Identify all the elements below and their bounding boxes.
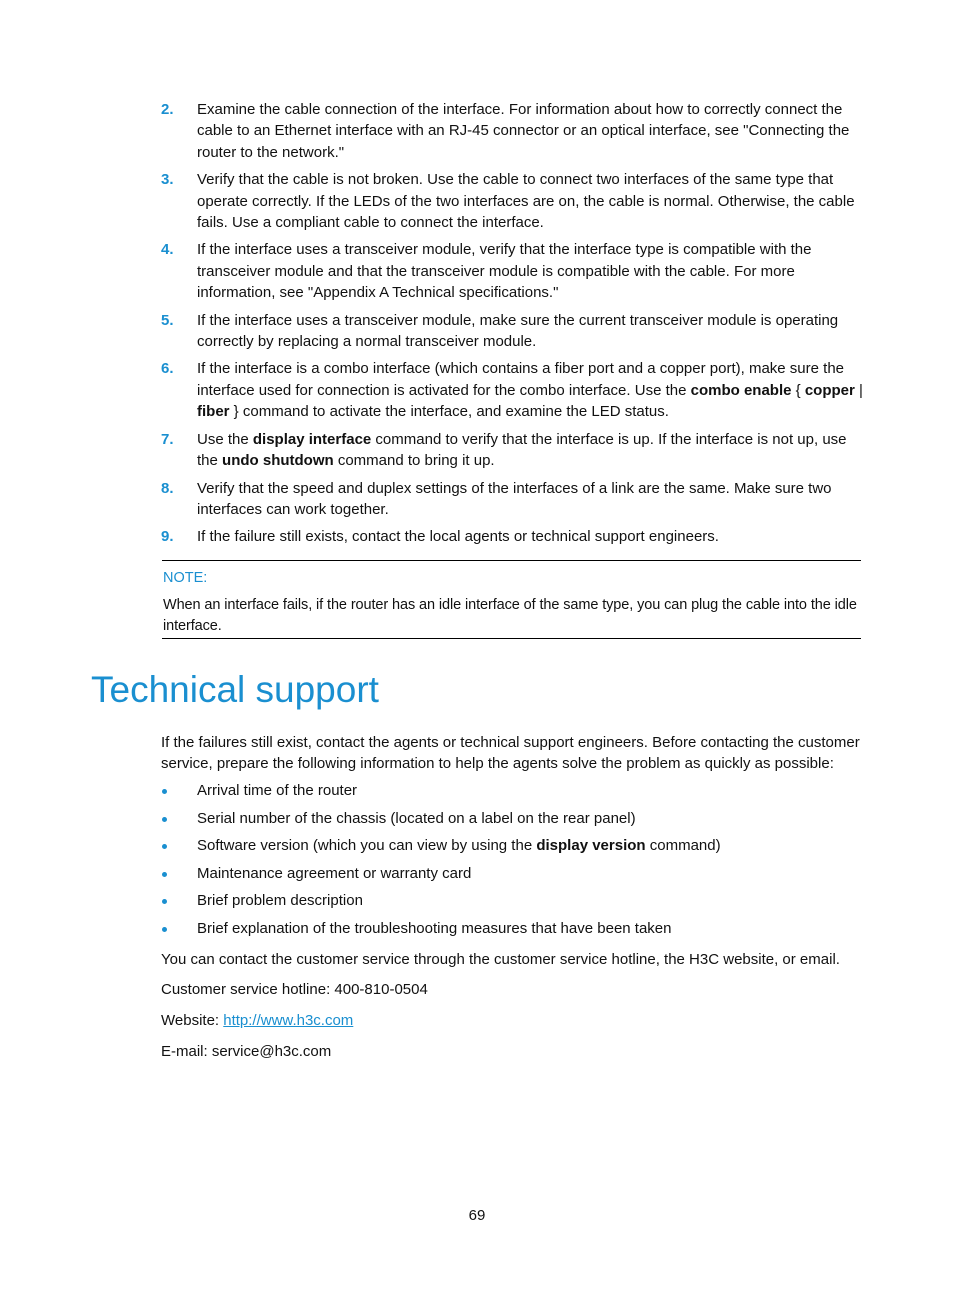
step-item [160,478,864,521]
text-run: command to verify that the interface is up. If the interface is not up, use the [197,430,847,470]
command-keyword: display interface [252,430,372,448]
bullet-text [197,810,636,827]
command-keyword: fiber [197,403,230,421]
text-run: If the interface uses a transceiver module, verify that the interface type is compatible with the transceiver module and that the transceiver module is compatible with the cable. For more information, see "Appendix A Technical specifications." [197,241,812,302]
text-run: Verify that the cable is not broken. Use the cable to connect two interfaces of the same type that operate correctly. If the LEDs of the two interfaces are on, the cable is normal. Otherwise, the cable fails. Use a compliant cable to connect the interface. [197,171,855,232]
website-label: Website: [161,1012,224,1029]
bullet-text [197,865,471,882]
text-run: command) [645,837,721,855]
note-box [162,560,861,639]
step-text [197,480,832,518]
bullet-item [160,808,864,829]
text-run: If the failure still exists, contact the local agents or technical support engineers. [197,528,719,546]
step-text [197,101,849,161]
text-run: command to bring it up. [333,452,495,470]
step-text [197,431,847,469]
note-text: When an interface fails, if the router has an idle interface of the same type, you can plug the cable into the idle interface. [163,597,857,634]
step-text [197,360,863,420]
bullet-item [160,780,864,801]
step-text [197,241,811,301]
bullet-item [160,890,864,911]
text-run: Serial number of the chassis (located on a label on the rear panel) [197,809,636,827]
step-item [160,310,864,353]
bullet-item [160,918,864,939]
text-run: Brief explanation of the troubleshooting measures that have been taken [197,919,672,937]
step-number: 2. [161,101,174,118]
command-keyword: undo shutdown [222,452,334,470]
bullet-item [160,863,864,884]
text-run: } command to activate the interface, and examine the LED status. [229,403,669,421]
website-line [161,1010,865,1031]
text-run: Maintenance agreement or warranty card [197,864,472,882]
step-number: 8. [161,479,174,497]
bullet-text [197,892,363,909]
bullet-dot-icon [162,927,167,932]
step-item [160,99,864,163]
page-number: 69 [468,1207,486,1224]
info-bullet-list [160,780,864,946]
bullet-dot-icon [162,872,167,877]
step-number: 4. [161,241,174,259]
text-run: If the interface uses a transceiver module, make sure the current transceiver module is operating correctly by replacing a normal transceiver module. [197,311,839,351]
step-item [160,169,864,233]
contact-intro: You can contact the customer service through the customer service hotline, the H3C website, or email. [161,951,840,968]
step-number: 9. [161,528,174,546]
bullet-text [197,837,721,854]
step-text [197,528,719,545]
step-item [160,526,864,547]
note-label: NOTE: [163,570,208,586]
step-item [160,239,864,303]
text-run: | [854,381,863,399]
section-intro: If the failures still exist, contact the agents or technical support engineers. Before contacting the customer service, prepare the following information to help the agents solve the problem as quickly as possible: [161,734,860,773]
website-link[interactable]: http://www.h3c.com [223,1012,354,1029]
text-run: If the interface is a combo interface (which contains a fiber port and a copper port), make sure the interface used for connection is activated for the combo interface. Use the [197,360,844,399]
text-run: Examine the cable connection of the interface. For information about how to correctly connect the cable to an Ethernet interface with an RJ-45 connector or an optical interface, see "Connecting the router to the network." [197,101,850,161]
bullet-dot-icon [162,789,167,794]
step-number: 6. [161,360,174,378]
bullet-text [197,782,357,799]
text-run: Brief problem description [197,892,363,910]
text-run: Arrival time of the router [197,782,358,799]
step-number: 7. [161,430,174,448]
section-heading: Technical support [91,669,379,710]
step-item [160,358,864,422]
step-item [160,429,864,472]
text-run: Verify that the speed and duplex settings of the interfaces of a link are the same. Make sure two interfaces can work together. [197,479,832,518]
command-keyword: copper [804,381,855,399]
step-number: 5. [161,311,174,329]
bullet-dot-icon [162,844,167,849]
troubleshooting-steps [160,99,864,554]
bullet-dot-icon [162,899,167,904]
bullet-dot-icon [162,817,167,822]
email: E-mail: service@h3c.com [161,1043,332,1060]
step-text [197,171,855,231]
command-keyword: display version [536,837,646,855]
step-number: 3. [161,171,174,189]
hotline: Customer service hotline: 400-810-0504 [161,981,428,998]
command-keyword: combo enable [690,381,792,399]
text-run: Use the [197,430,253,448]
text-run: Software version (which you can view by using the [197,837,537,855]
bullet-item [160,835,864,856]
step-text [197,312,838,350]
bullet-text [197,920,672,937]
text-run: { [791,381,805,399]
